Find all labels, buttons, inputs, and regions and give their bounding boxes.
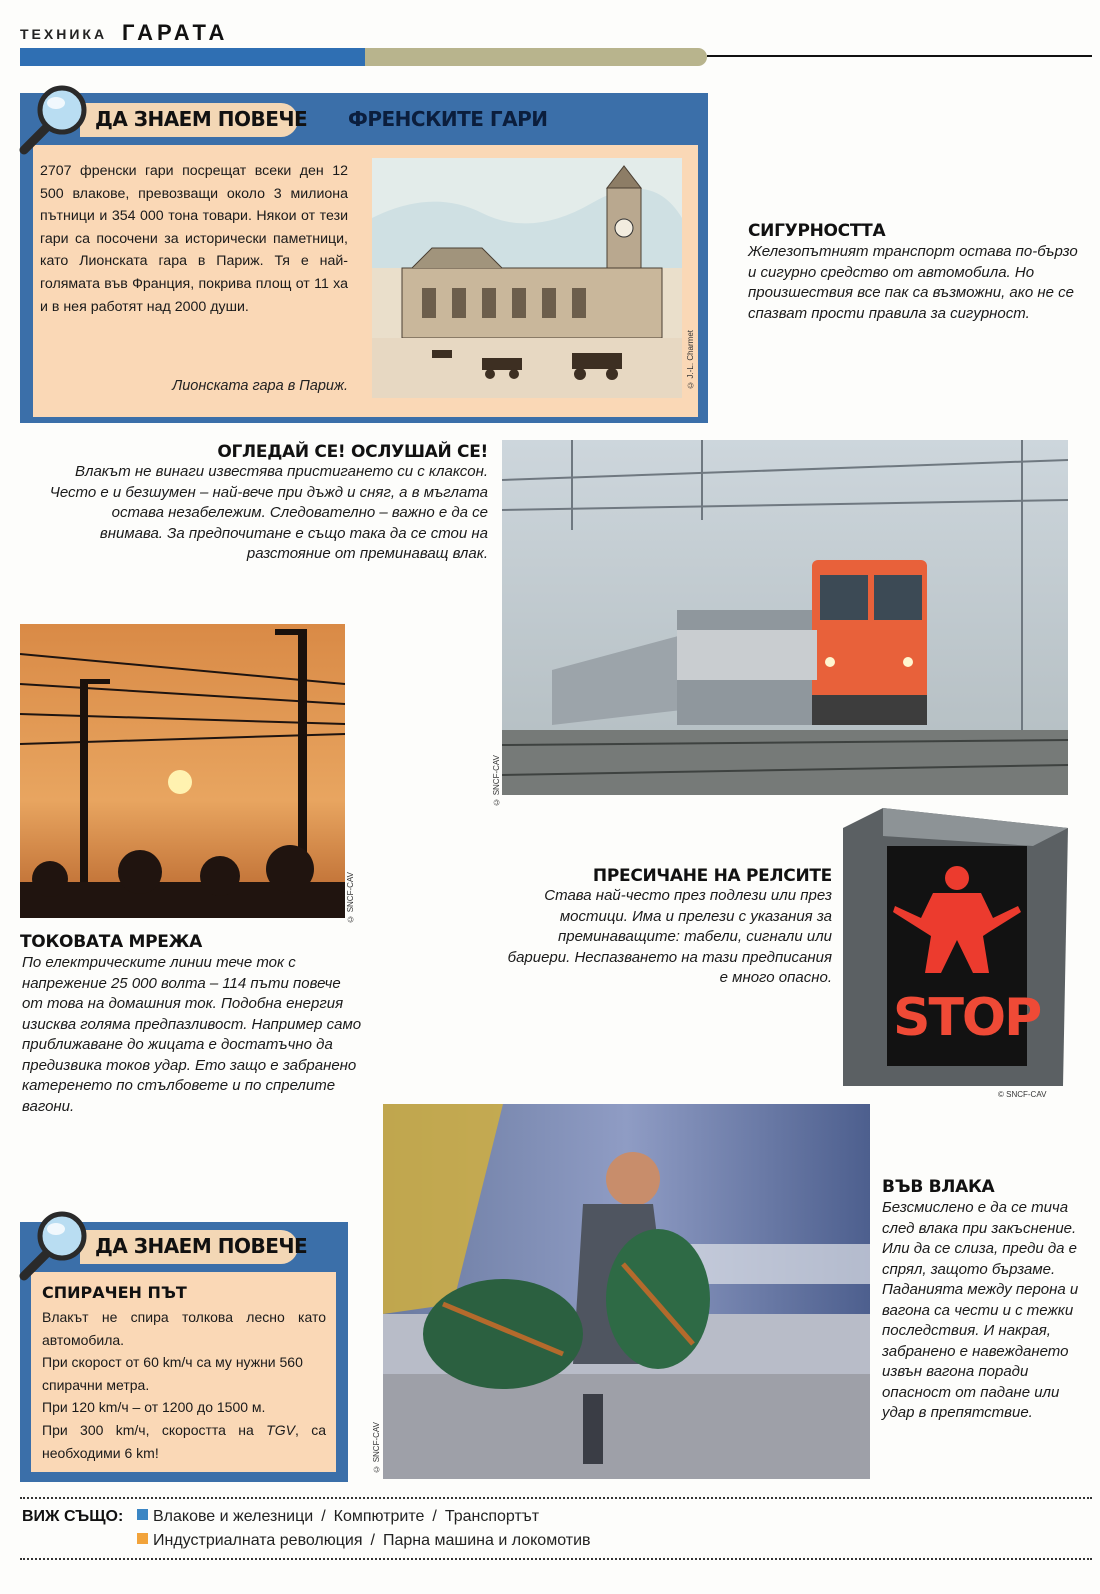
- info-box-body: [42, 1306, 326, 1464]
- lyon-station-illustration: [372, 158, 682, 398]
- orange-square-icon: [137, 1533, 148, 1544]
- info-box-title: СПИРАЧЕН ПЪТ: [42, 1283, 187, 1302]
- crossing-heading: ПРЕСИЧАНЕ НА РЕЛСИТЕ: [592, 866, 832, 886]
- stop-sign-text: STOP: [893, 988, 1041, 1048]
- separator: /: [321, 1508, 326, 1525]
- photo-credit: © SNCF-CAV: [998, 1090, 1047, 1099]
- footer-divider: [20, 1558, 1092, 1560]
- header-rule: [707, 55, 1092, 57]
- see-also-link[interactable]: Влакове и железници: [153, 1508, 314, 1525]
- power-grid-heading: ТОКОВАТА МРЕЖА: [20, 932, 202, 952]
- tgv-term: TGV: [266, 1421, 295, 1438]
- see-also-link[interactable]: Компютрите: [333, 1508, 425, 1525]
- photo-credit: © SNCF-CAV: [492, 755, 501, 807]
- braking-line-1: Влакът не спира толкова лесно като автомобила.: [42, 1309, 326, 1348]
- page-title: ГАРАТА: [122, 20, 229, 45]
- photo-credit: © SNCF-CAV: [372, 1422, 381, 1474]
- separator: /: [370, 1532, 375, 1549]
- power-lines-sunset-photo: [20, 624, 345, 918]
- info-label: ДА ЗНАЕМ ПОВЕЧЕ: [95, 1234, 308, 1258]
- crossing-text: Става най-често през подлези или през мостици. Има и прелези с указания за преминаващите: табели, сигнали или бариери. Неспазването на тази предписания е много опасно.: [507, 887, 832, 986]
- info-box-body: 2707 френски гари посрещат всеки ден 12 500 влакове, превозващи около 3 милиона пътници и 354 000 тона товари. Някои от тези гари са посочени за исторически паметници, като Лионската гара в Париж. Тя е най-голямата във Франция, покрива площ от 11 ха и в нея работят над 2000 души.: [40, 163, 348, 315]
- see-also-row-1: [137, 1508, 539, 1526]
- see-also-link[interactable]: Парна машина и локомотив: [382, 1532, 591, 1549]
- magnifier-icon: [14, 80, 94, 160]
- info-label: ДА ЗНАЕМ ПОВЕЧЕ: [95, 107, 308, 131]
- image-caption: Лионската гара в Париж.: [172, 378, 348, 394]
- train-fog-photo: [502, 440, 1068, 795]
- see-also-link[interactable]: Индустриалната революция: [153, 1532, 363, 1549]
- security-text: Железопътният транспорт остава по-бързо и сигурно средство от автомобила. Но произшествия все пак са възможни, ако не се спазват прости правила за сигурност.: [748, 243, 1078, 322]
- section-label: ТЕХНИКА: [20, 26, 108, 42]
- header-bar-tan: [365, 48, 707, 66]
- separator: /: [432, 1508, 437, 1525]
- blue-square-icon: [137, 1509, 148, 1520]
- braking-line-4a: При 300 km/ч, скоростта на: [42, 1421, 267, 1438]
- security-heading: СИГУРНОСТТА: [748, 221, 886, 241]
- braking-line-2: При скорост от 60 km/ч са му нужни 560 спирачни метра.: [42, 1354, 303, 1393]
- man-with-bags-photo: [383, 1104, 870, 1479]
- look-listen-text: Влакът не винаги известява пристигането си с клаксон. Често е и безшумен – най-вече при дъжд и сняг, а в мъглата остава незабележим. Следователно – важно е да се внимава. За предпочитане е също така да се стои на разстояние от преминаващ влак.: [49, 463, 488, 562]
- look-listen-heading: ОГЛЕДАЙ СЕ! ОСЛУШАЙ СЕ!: [217, 442, 488, 462]
- see-also-label: ВИЖ СЪЩО:: [22, 1508, 124, 1525]
- photo-credit: © SNCF-CAV: [346, 872, 355, 924]
- header-bar-blue: [20, 48, 365, 66]
- info-box-title: ФРЕНСКИТЕ ГАРИ: [348, 107, 548, 131]
- see-also-link[interactable]: Транспортът: [444, 1508, 540, 1525]
- braking-line-3: При 120 km/ч – от 1200 до 1500 м.: [42, 1399, 266, 1416]
- footer-divider: [20, 1497, 1092, 1499]
- in-train-heading: ВЪВ ВЛАКА: [882, 1177, 995, 1197]
- braking-line-4c: , са необходими 6 km!: [42, 1421, 326, 1461]
- in-train-text: Безсмислено е да се тича след влака при закъснение. Или да се слиза, преди да е спрял, защото бързаме. Паданията между перона и вагона са чести и с тежки последствия. И накрая, забранено е навеждането извън вагона поради опасност от падане или удар в препятствие.: [882, 1199, 1079, 1421]
- braking-line-4: [42, 1419, 326, 1464]
- magnifier-icon: [14, 1206, 94, 1286]
- see-also-row-2: [137, 1532, 591, 1550]
- power-grid-text: По електрическите линии тече ток с напрежение 25 000 волта – 114 пъти повече от това на домашния ток. Подобна енергия изисква голяма предпазливост. Например само приближаване до жицата е достатъчно да предизвика токов удар. Ето защо е забранено катеренето по стълбовете и по спрелите вагони.: [22, 954, 362, 1115]
- photo-credit: © J.-L. Charmet: [686, 330, 695, 390]
